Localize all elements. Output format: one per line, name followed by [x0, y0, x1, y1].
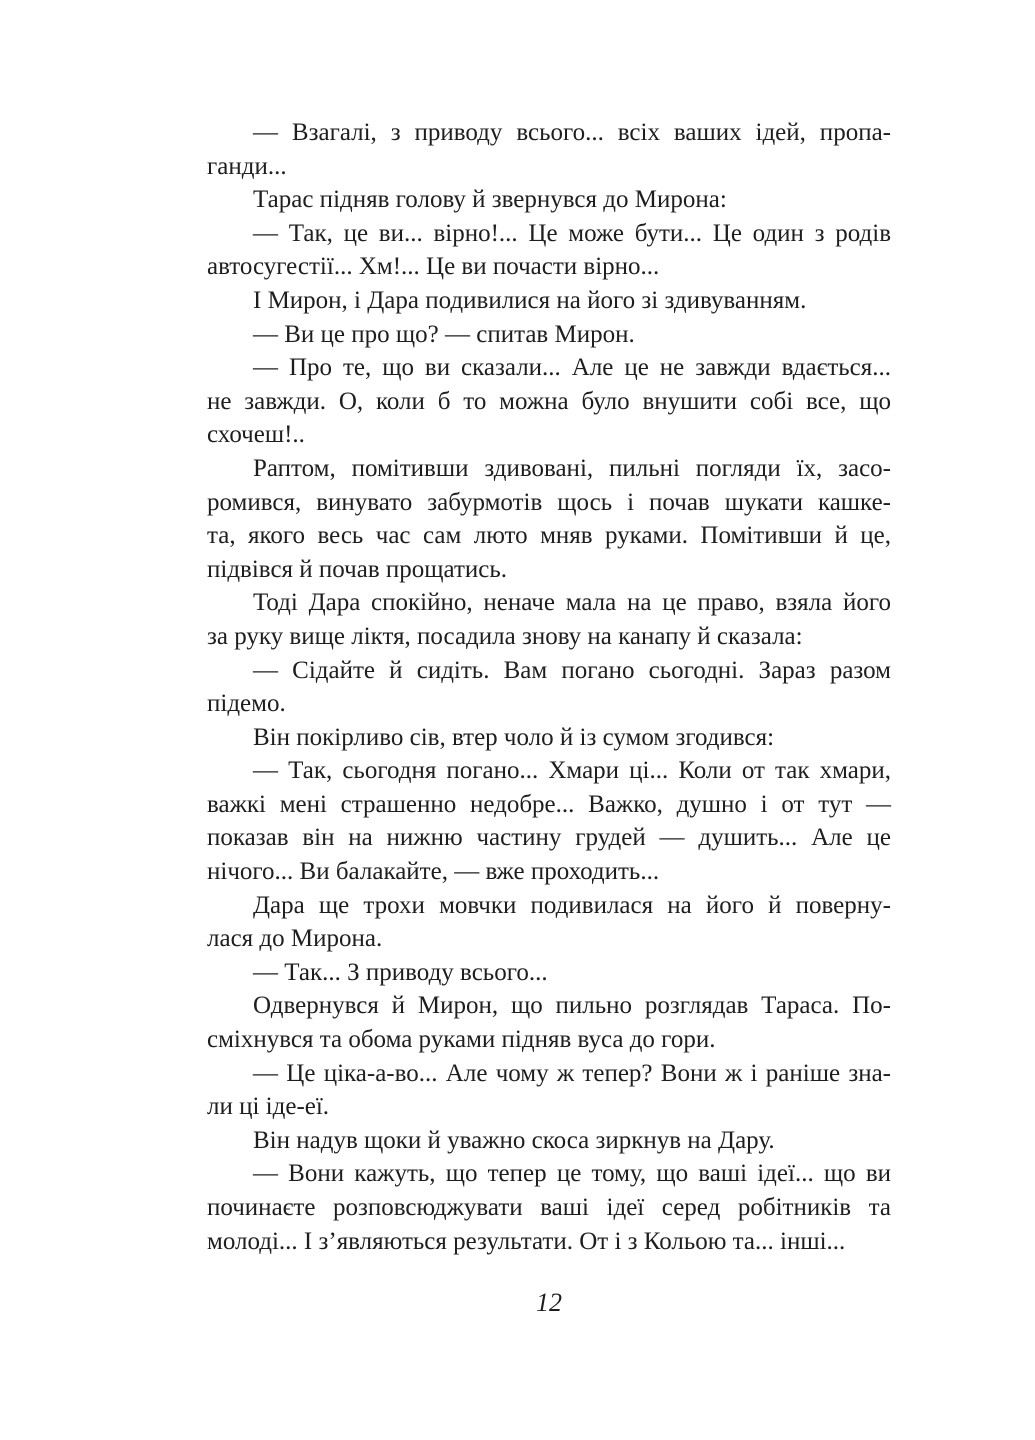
- text-line: сміхнувся та обома руками підняв вуса до гори.: [207, 1026, 716, 1054]
- paragraph: [207, 452, 891, 586]
- paragraph: [207, 217, 891, 284]
- paragraph: [207, 654, 891, 721]
- text-line: — Так... З приводу всього...: [253, 958, 548, 986]
- paragraph: [207, 183, 891, 217]
- text-line: Тарас підняв голову й звернувся до Мирона:: [253, 186, 727, 214]
- text-line: І Мирон, і Дара подивилися на його зі здивуванням.: [253, 286, 807, 314]
- text-line: — Про те, що ви сказали... Але це не завжди вдається...: [253, 354, 891, 382]
- paragraph: [207, 1124, 891, 1158]
- paragraph: [207, 284, 891, 318]
- paragraph: [207, 989, 891, 1056]
- text-line: Раптом, помітивши здивовані, пильні погляди їх, засо-: [253, 454, 891, 482]
- paragraph: [207, 889, 891, 956]
- page-number: 12: [536, 1288, 562, 1317]
- paragraph: [207, 586, 891, 653]
- paragraph: [207, 721, 891, 755]
- text-line: — Вони кажуть, що тепер це тому, що ваші ідеї... що ви: [253, 1160, 891, 1188]
- paragraph: [207, 1057, 891, 1124]
- text-line: — Так, сьогодня погано... Хмари ці... Коли от так хмари,: [253, 757, 891, 785]
- text-line: та, якого весь час сам люто мняв руками. Помітивши й це,: [207, 522, 891, 550]
- text-line: — Це ціка-а-во... Але чому ж тепер? Вони ж і раніше зна-: [253, 1059, 891, 1087]
- text-line: ромився, винувато забурмотів щось і почав шукати кашке-: [207, 488, 891, 516]
- text-line: — Так, це ви... вірно!... Це може бути... Це один з родів: [253, 219, 891, 247]
- text-line: починаєте розповсюджувати ваші ідеї серед робітників та: [207, 1194, 891, 1221]
- text-line: Тоді Дара спокійно, неначе мала на це право, взяла його: [253, 589, 891, 617]
- text-line: ли ці іде-еї.: [207, 1093, 330, 1121]
- paragraph: [207, 754, 891, 888]
- text-line: — Взагалі, з приводу всього... всіх ваших ідей, пропа-: [253, 119, 891, 146]
- text-line: не завжди. О, коли б то можна було внушити собі все, що: [207, 387, 891, 415]
- text-line: — Сідайте й сидіть. Вам погано сьогодні. Зараз разом: [253, 656, 891, 684]
- paragraph: [207, 956, 891, 990]
- text-line: нічого... Ви балакайте, — вже проходить...: [207, 858, 660, 886]
- text-line: підвівся й почав прощатись.: [207, 555, 508, 583]
- text-line: схочеш!..: [207, 421, 305, 449]
- text-block: [207, 116, 891, 1258]
- paragraph: [207, 351, 891, 452]
- text-line: ганди...: [207, 152, 287, 180]
- text-line: Він надув щоки й уважно скоса зиркнув на Дару.: [253, 1126, 775, 1154]
- paragraph: [207, 1157, 891, 1258]
- text-line: — Ви це про що? — спитав Мирон.: [253, 320, 635, 348]
- text-line: важкі мені страшенно недобре... Важко, душно і от тут —: [207, 790, 891, 818]
- text-line: Він покірливо сів, втер чоло й із сумом згодився:: [253, 723, 775, 751]
- text-line: молоді... І з’являються результати. От і з Кольою та... інші...: [207, 1227, 846, 1255]
- text-line: Дара ще трохи мовчки подивилася на його й поверну-: [253, 891, 891, 919]
- paragraph: [207, 318, 891, 352]
- text-line: за руку вище ліктя, посадила знову на канапу й сказала:: [207, 622, 803, 650]
- text-line: лася до Мирона.: [207, 925, 383, 953]
- text-line: автосугестії... Хм!... Це ви почасти вірно...: [207, 253, 660, 281]
- text-line: Одвернувся й Мирон, що пильно розглядав Тараса. По-: [253, 992, 891, 1020]
- text-line: показав він на нижню частину грудей — душить... Але це: [207, 824, 891, 852]
- text-line: підемо.: [207, 690, 286, 718]
- paragraph: [207, 116, 891, 183]
